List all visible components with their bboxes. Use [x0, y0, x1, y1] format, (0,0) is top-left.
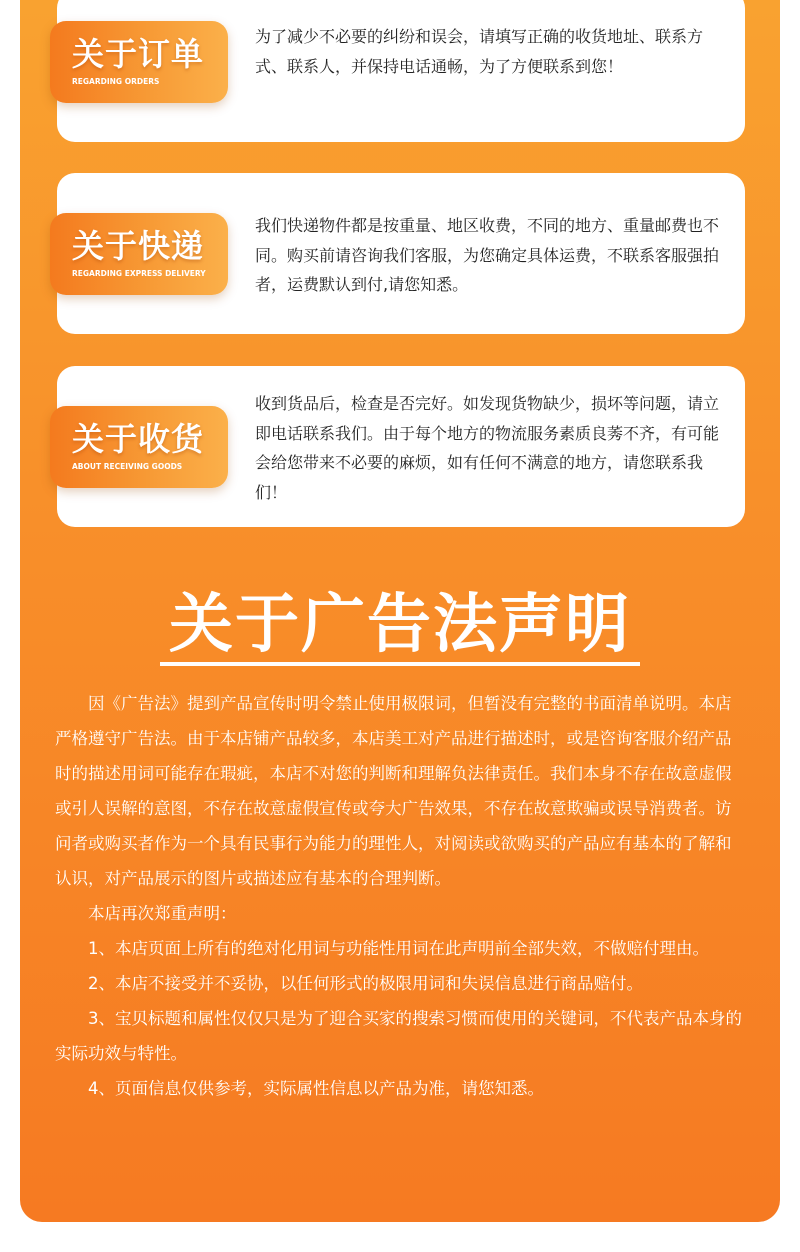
receiving-badge [50, 406, 228, 488]
statement-paragraph: 因《广告法》提到产品宣传时明令禁止使用极限词，但暂没有完整的书面清单说明。本店严格遵守广告法。由于本店铺产品较多，本店美工对产品进行描述时，或是咨询客服介绍产品时的描述用词可能存在瑕疵，本店不对您的判断和理解负法律责任。我们本身不存在故意虚假或引人误解的意图，不存在故意虚假宣传或夸大广告效果，不存在故意欺骗或误导消费者。访问者或购买者作为一个具有民事行为能力的理性人，对阅读或欲购买的产品应有基本的了解和认识，对产品展示的图片或描述应有基本的合理判断。 [55, 694, 732, 888]
ad-law-statement [55, 686, 747, 1106]
delivery-badge-title: 关于快递 [72, 227, 205, 265]
order-badge-subtitle: REGARDING ORDERS [72, 77, 160, 86]
order-badge-title: 关于订单 [72, 35, 205, 73]
statement-paragraph: 3、宝贝标题和属性仅仅只是为了迎合买家的搜索习惯而使用的关键词，不代表产品本身的实际功效与特性。 [55, 1009, 742, 1063]
statement-paragraph: 2、本店不接受并不妥协，以任何形式的极限用词和失误信息进行商品赔付。 [88, 974, 643, 993]
ad-law-heading: 关于广告法声明 [169, 588, 631, 662]
delivery-notice-text: 我们快递物件都是按重量、地区收费，不同的地方、重量邮费也不同。购买前请咨询我们客服，为您确定具体运费，不联系客服强拍者，运费默认到付,请您知悉。 [255, 216, 720, 294]
heading-underline [160, 662, 640, 666]
delivery-badge [50, 213, 228, 295]
order-notice-text: 为了减少不必要的纠纷和误会，请填写正确的收货地址、联系方式、联系人，并保持电话通畅，为了方便联系到您！ [255, 27, 704, 76]
order-badge [50, 21, 228, 103]
statement-paragraph: 本店再次郑重声明： [88, 904, 237, 923]
receiving-notice-text: 收到货品后，检查是否完好。如发现货物缺少，损坏等问题，请立即电话联系我们。由于每个地方的物流服务素质良莠不齐，有可能会给您带来不必要的麻烦，如有任何不满意的地方，请您联系我们！ [255, 394, 720, 502]
receiving-badge-title: 关于收货 [72, 420, 205, 458]
receiving-badge-subtitle: ABOUT RECEIVING GOODS [72, 462, 183, 471]
delivery-badge-subtitle: REGARDING EXPRESS DELIVERY [72, 269, 206, 278]
statement-paragraph: 1、本店页面上所有的绝对化用词与功能性用词在此声明前全部失效，不做赔付理由。 [88, 939, 709, 958]
statement-paragraph: 4、页面信息仅供参考，实际属性信息以产品为准，请您知悉。 [88, 1079, 544, 1098]
